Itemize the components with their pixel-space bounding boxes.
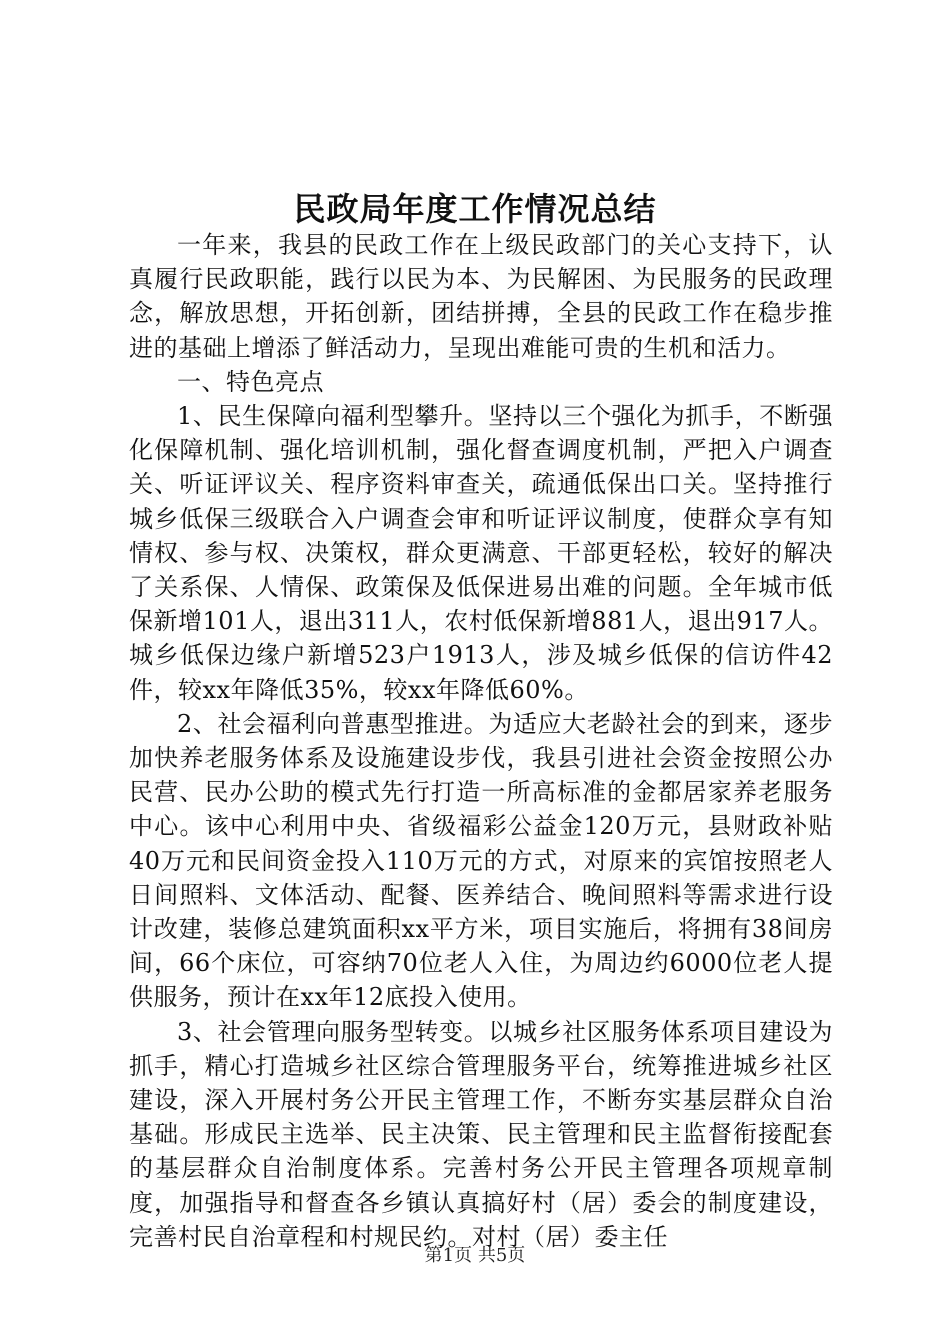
page-title: 民政局年度工作情况总结 [293, 190, 657, 228]
page-number-footer: 第1页 共5页 [424, 1245, 526, 1266]
body-paragraph: 2、社会福利向普惠型推进。为适应大老龄社会的到来，逐步加快养老服务体系及设施建设步伐，我县引进社会资金按照公办民营、民办公助的模式先行打造一所高标准的金都居家养老服务中心。该中心利用中央、省级福彩公益金120万元，县财政补贴40万元和民间资金投入110万元的方式，对原来的宾馆按照老人日间照料、文体活动、配餐、医养结合、晚间照料等需求进行设计改建，装修总建筑面积xx平方米，项目实施后，将拥有38间房间，66个床位，可容纳70位老人入住，为周边约6000位老人提供服务，预计在xx年12底投入使用。 [129, 709, 833, 1012]
section-heading: 一、特色亮点 [177, 367, 324, 396]
body-paragraph: 1、民生保障向福利型攀升。坚持以三个强化为抓手，不断强化保障机制、强化培训机制，强化督查调度机制，严把入户调查关、听证评议关、程序资料审查关，疏通低保出口关。坚持推行城乡低保三级联合入户调查会审和听证评议制度，使群众享有知情权、参与权、决策权，群众更满意、干部更轻松，较好的解决了关系保、人情保、政策保及低保进易出难的问题。全年城市低保新增101人，退出311人，农村低保新增881人，退出917人。城乡低保边缘户新增523户1913人，涉及城乡低保的信访件42件，较xx年降低35%，较xx年降低60%。 [129, 402, 833, 704]
body-paragraph: 3、社会管理向服务型转变。以城乡社区服务体系项目建设为抓手，精心打造城乡社区综合管理服务平台，统筹推进城乡社区建设，深入开展村务公开民主管理工作，不断夯实基层群众自治基础。形成民主选举、民主决策、民主管理和民主监督衔接配套的基层群众自治制度体系。完善村务公开民主管理各项规章制度，加强指导和督查各乡镇认真搞好村（居）委会的制度建设，完善村民自治章程和村规民约。对村（居）委主任 [129, 1017, 833, 1251]
intro-paragraph: 一年来，我县的民政工作在上级民政部门的关心支持下，认真履行民政职能，践行以民为本、为民解困、为民服务的民政理念，解放思想，开拓创新，团结拼搏，全县的民政工作在稳步推进的基础上增添了鲜活动力，呈现出难能可贵的生机和活力。 [129, 231, 833, 362]
document-body [129, 228, 833, 1254]
